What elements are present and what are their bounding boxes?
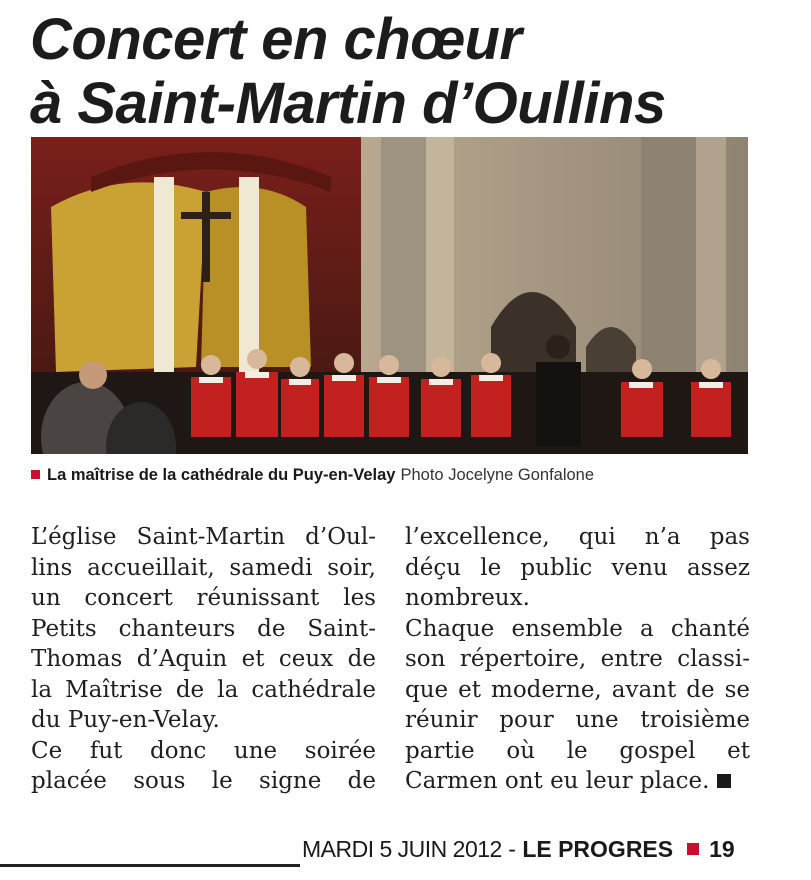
article-column-left	[31, 522, 376, 797]
text-line: placée sous le signe de	[31, 768, 376, 794]
text-line: Ce fut donc une soirée	[31, 737, 376, 764]
headline	[30, 8, 790, 136]
text-line: L’église Saint-Martin d’Oul-	[31, 524, 376, 550]
text-line: Chaque ensemble a chanté	[405, 615, 750, 642]
text-line-last	[405, 766, 750, 797]
choir-photo-illustration	[31, 137, 748, 454]
text-line: du Puy-en-Velay.	[31, 707, 220, 733]
caption-text: La maîtrise de la cathédrale du Puy-en-Velay	[47, 466, 396, 484]
text-line: partie où le gospel et	[405, 737, 750, 764]
footer-date: MARDI 5 JUIN 2012	[302, 836, 502, 862]
text-line: un concert réunissant les	[31, 585, 376, 611]
newspaper-name: LE PROGRES	[522, 836, 674, 862]
text-line: son répertoire, entre classi-	[405, 646, 750, 672]
text-line: nombreux.	[405, 585, 530, 611]
text-line: la Maîtrise de la cathédrale	[31, 676, 376, 703]
article-photo	[31, 137, 748, 454]
text-line: que et moderne, avant de se	[405, 676, 750, 703]
red-square-bullet-icon	[31, 470, 40, 479]
text-line-last-text: Carmen ont eu leur place.	[405, 768, 710, 794]
text-line: déçu le public venu assez	[405, 554, 750, 581]
text-line: lins accueillait, samedi soir,	[31, 554, 376, 581]
text-line: réunir pour une troisième	[405, 707, 750, 733]
red-square-separator-icon	[687, 843, 699, 855]
end-of-article-square-icon	[717, 774, 731, 788]
headline-line-1: Concert en chœur	[30, 7, 522, 72]
page-footer	[302, 836, 735, 863]
text-line: l’excellence, qui n’a pas	[405, 524, 750, 550]
text-line: Petits chanteurs de Saint-	[31, 615, 376, 642]
headline-line-2: à Saint-Martin d’Oullins	[30, 71, 666, 136]
page-number: 19	[709, 836, 735, 862]
photo-caption	[31, 466, 771, 485]
text-line: Thomas d’Aquin et ceux de	[31, 646, 376, 672]
footer-separator: -	[508, 836, 516, 862]
photo-credit: Photo Jocelyne Gonfalone	[400, 466, 595, 484]
footer-rule	[0, 864, 300, 867]
article-column-right	[405, 522, 750, 797]
